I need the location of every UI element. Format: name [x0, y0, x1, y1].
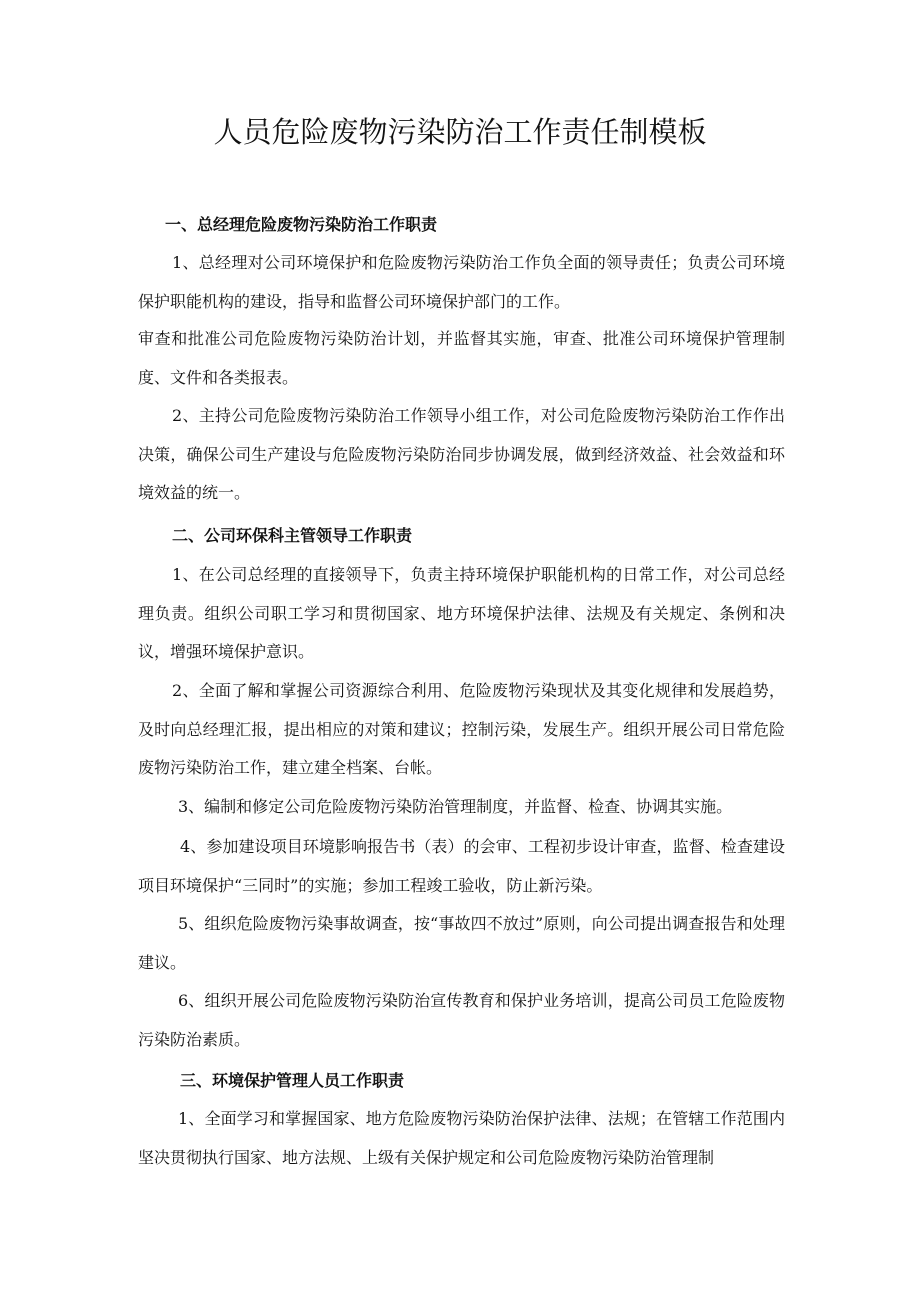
- section-2-paragraph-6: 6、组织开展公司危险废物污染防治宣传教育和保护业务培训，提高公司员工危险废物污染防治素质。: [138, 991, 785, 1049]
- section-2-paragraph-5: 5、组织危险废物污染事故调查，按“事故四不放过”原则，向公司提出调查报告和处理建议。: [138, 914, 785, 972]
- section-2-paragraph-2: 2、全面了解和掌握公司资源综合利用、危险废物污染现状及其变化规律和发展趋势，及时向总经理汇报，提出相应的对策和建议；控制污染，发展生产。组织开展公司日常危险废物污染防治工作，建立建全档案、台帐。: [138, 681, 785, 777]
- section-1-paragraph-3: 2、主持公司危险废物污染防治工作领导小组工作，对公司危险废物污染防治工作作出决策，确保公司生产建设与危险废物污染防治同步协调发展，做到经济效益、社会效益和环境效益的统一。: [138, 406, 785, 502]
- section-heading-3: 三、环境保护管理人员工作职责: [180, 1071, 405, 1090]
- section-2-paragraph-4: 4、参加建设项目环境影响报告书（表）的会审、工程初步设计审查，监督、检查建设项目环境保护“三同时”的实施；参加工程竣工验收，防止新污染。: [138, 837, 785, 895]
- section-1-paragraph-2: 审查和批准公司危险废物污染防治计划，并监督其实施，审查、批准公司环境保护管理制度、文件和各类报表。: [138, 329, 785, 387]
- section-heading-2: 二、公司环保科主管领导工作职责: [172, 526, 413, 545]
- section-heading-1: 一、总经理危险废物污染防治工作职责: [165, 215, 438, 234]
- section-2-paragraph-3: 3、编制和修定公司危险废物污染防治管理制度，并监督、检查、协调其实施。: [178, 797, 733, 816]
- document-title: 人员危险废物污染防治工作责任制模板: [213, 115, 707, 149]
- section-2-paragraph-1: 1、在公司总经理的直接领导下，负责主持环境保护职能机构的日常工作，对公司总经理负责。组织公司职工学习和贯彻国家、地方环境保护法律、法规及有关规定、条例和决议，增强环境保护意识。: [138, 565, 785, 661]
- section-1-paragraph-1: 1、总经理对公司环境保护和危险废物污染防治工作负全面的领导责任；负责公司环境保护职能机构的建设，指导和监督公司环境保护部门的工作。: [138, 253, 785, 311]
- section-3-paragraph-1: 1、全面学习和掌握国家、地方危险废物污染防治保护法律、法规；在管辖工作范围内坚决贯彻执行国家、地方法规、上级有关保护规定和公司危险废物污染防治管理制: [138, 1109, 785, 1167]
